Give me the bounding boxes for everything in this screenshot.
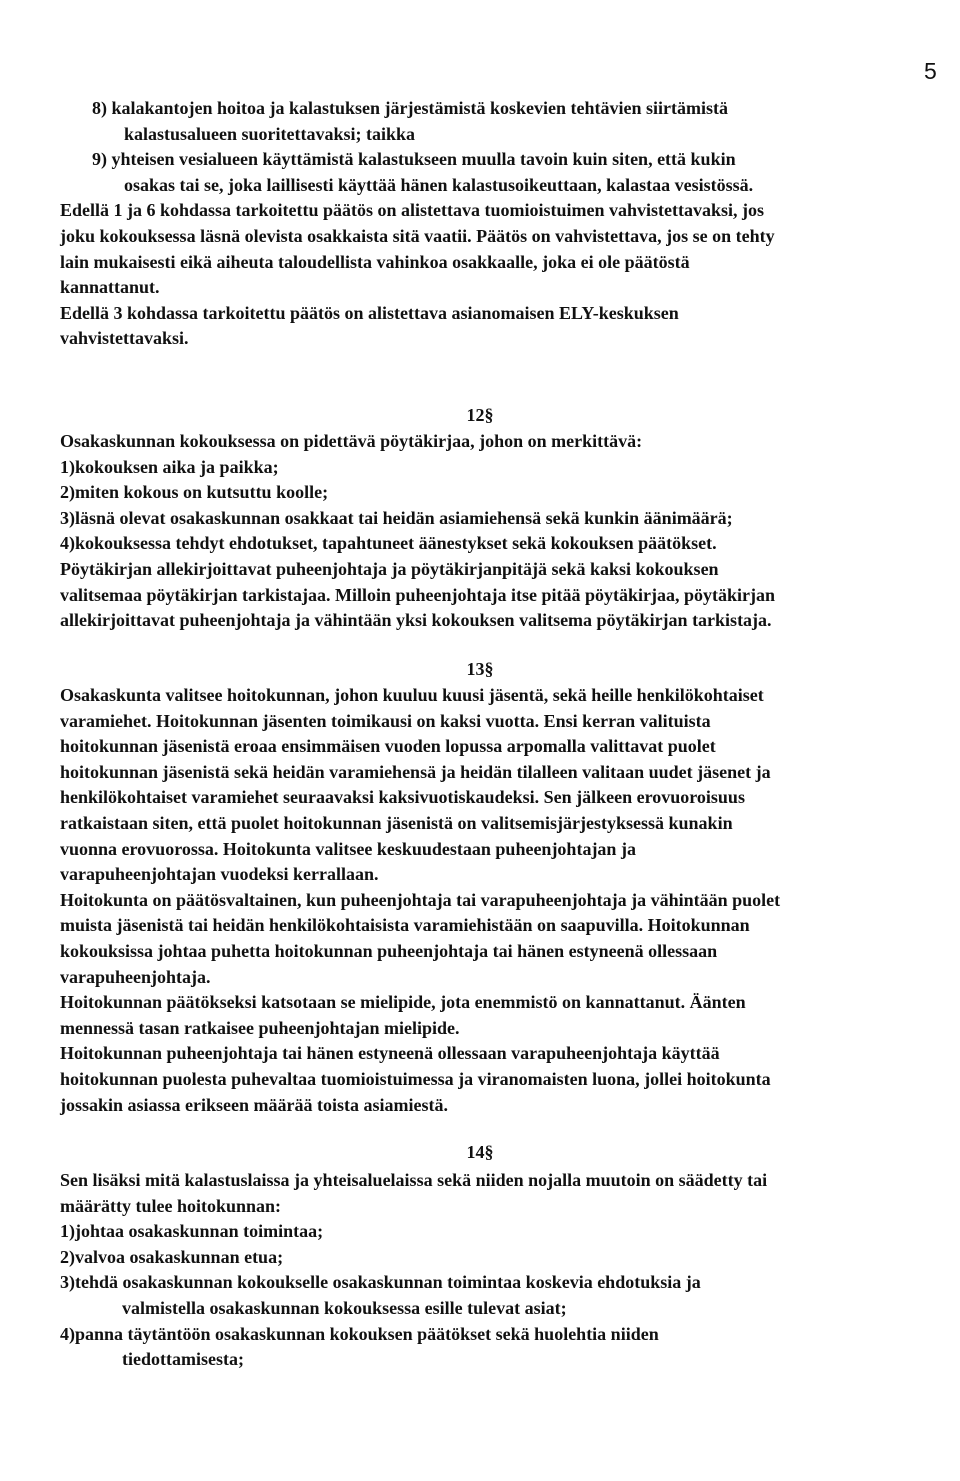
list-item-text: tiedottamisesta; [122, 1349, 244, 1370]
list-item [60, 1322, 936, 1373]
paragraph-line: Hoitokunta on päätösvaltainen, kun puheenjohtaja tai varapuheenjohtaja ja vähintään puolet [60, 889, 781, 910]
paragraph-line: hoitokunnan puolesta puhevaltaa tuomioistuimessa ja viranomaisten luona, jollei hoitokunta [60, 1068, 771, 1089]
list-item-text: kalakantojen hoitoa ja kalastuksen järjestämistä koskevien tehtävien siirtämistä [111, 98, 729, 118]
section-11-continuation [60, 96, 936, 352]
paragraph-line: Hoitokunnan puheenjohtaja tai hänen estyneenä ollessaan varapuheenjohtaja käyttää [60, 1043, 720, 1064]
paragraph-line: vuonna erovuorossa. Hoitokunta valitsee keskuudestaan puheenjohtajan ja [60, 838, 636, 859]
list-item-text: valmistella osakaskunnan kokouksessa esille tulevat asiat; [122, 1297, 567, 1318]
paragraph [60, 557, 936, 634]
list-item-text: läsnä olevat osakaskunnan osakkaat tai heidän asiamiehensä sekä kunkin äänimäärä; [75, 507, 733, 528]
paragraph [60, 1041, 936, 1118]
paragraph-line: mennessä tasan ratkaisee puheenjohtajan mielipide. [60, 1017, 460, 1038]
list-item-8 [60, 96, 936, 147]
paragraph-line: varapuheenjohtajan vuodeksi kerrallaan. [60, 864, 379, 885]
list-item-number: 4) [60, 1323, 75, 1344]
list-item-number: 2) [60, 1246, 75, 1267]
paragraph-line: jossakin asiassa erikseen määrää toista asiamiestä. [60, 1094, 448, 1115]
paragraph [60, 301, 936, 352]
paragraph-line: henkilökohtaiset varamiehet seuraavaksi kaksivuotiskaudeksi. Sen jälkeen erovuoroisuus [60, 787, 745, 808]
list-item-9 [60, 147, 936, 198]
paragraph-line: vahvistettavaksi. [60, 328, 189, 349]
page-number: 5 [924, 58, 937, 84]
paragraph-line: muista jäsenistä tai heidän henkilökohtaisista varamiehistään on saapuvilla. Hoitokunnan [60, 915, 750, 936]
list-item [60, 1270, 936, 1321]
paragraph-line: Hoitokunnan päätökseksi katsotaan se mielipide, jota enemmistö on kannattanut. Äänten [60, 992, 746, 1013]
list-item-number: 1) [60, 1221, 75, 1242]
paragraph-line: kannattanut. [60, 277, 160, 298]
paragraph-line: Osakaskunta valitsee hoitokunnan, johon kuuluu kuusi jäsentä, sekä heille henkilökohtaiset [60, 685, 764, 705]
section-intro [60, 1168, 936, 1219]
list-item [60, 1245, 936, 1271]
section-intro: Osakaskunnan kokouksessa on pidettävä pöytäkirjaa, johon on merkittävä: [60, 431, 643, 451]
list-item-text: panna täytäntöön osakaskunnan kokouksen päätökset sekä huolehtia niiden [75, 1323, 659, 1344]
section-heading-14: 14§ [466, 1142, 494, 1162]
paragraph-line: valitsemaa pöytäkirjan tarkistajaa. Milloin puheenjohtaja itse pitää pöytäkirjaa, pöytäkirjan [60, 584, 776, 605]
list-item-text: miten kokous on kutsuttu koolle; [75, 482, 329, 503]
list-item-text: osakas tai se, joka laillisesti käyttää hänen kalastusoikeuttaan, kalastaa vesistössä. [124, 174, 754, 195]
list-item-text: valvoa osakaskunnan etua; [75, 1246, 284, 1267]
list-item-text: kokouksen aika ja paikka; [75, 456, 279, 477]
section-14 [60, 1168, 936, 1373]
list-item-text: kokouksessa tehdyt ehdotukset, tapahtuneet äänestykset sekä kokouksen päätökset. [75, 533, 717, 554]
paragraph-line: määrätty tulee hoitokunnan: [60, 1195, 282, 1216]
paragraph-line: varamiehet. Hoitokunnan jäsenten toimikausi on kaksi vuotta. Ensi kerran valituista [60, 710, 711, 731]
paragraph [60, 888, 936, 990]
paragraph-line: ratkaistaan siten, että puolet hoitokunnan jäsenistä on valitsemisjärjestyksessä kunakin [60, 812, 733, 833]
list-item [60, 455, 936, 481]
section-heading-13: 13§ [466, 659, 494, 679]
list-item-number: 4) [60, 533, 75, 554]
list-item-number: 8) [92, 98, 107, 118]
paragraph-line: varapuheenjohtaja. [60, 966, 211, 987]
paragraph [60, 990, 936, 1041]
list-item-text: johtaa osakaskunnan toimintaa; [75, 1221, 324, 1242]
paragraph [60, 683, 936, 888]
list-item-number: 1) [60, 456, 75, 477]
list-item [60, 480, 936, 506]
paragraph-line: Pöytäkirjan allekirjoittavat puheenjohtaja ja pöytäkirjanpitäjä sekä kaksi kokouksen [60, 558, 719, 579]
section-12 [60, 429, 936, 634]
paragraph-line: Edellä 1 ja 6 kohdassa tarkoitettu päätös on alistettava tuomioistuimen vahvistettavaksi, jos [60, 200, 765, 221]
paragraph-line: hoitokunnan jäsenistä sekä heidän varamiehensä ja heidän tilalleen valitaan uudet jäsenet ja [60, 761, 771, 782]
paragraph-line: Edellä 3 kohdassa tarkoitettu päätös on alistettava asianomaisen ELY-keskuksen [60, 302, 679, 323]
list-item [60, 531, 936, 557]
list-item [60, 1219, 936, 1245]
paragraph-line: Sen lisäksi mitä kalastuslaissa ja yhteisaluelaissa sekä niiden nojalla muutoin on säädetty tai [60, 1170, 768, 1190]
list-item-number: 2) [60, 482, 75, 503]
list-item-text: kalastusalueen suoritettavaksi; taikka [124, 123, 416, 144]
paragraph-line: kokouksissa johtaa puhetta hoitokunnan puheenjohtaja tai hänen estyneenä ollessaan [60, 940, 718, 961]
list-item [60, 506, 936, 532]
paragraph-line: joku kokouksessa läsnä olevista osakkaista sitä vaatii. Päätös on vahvistettava, jos se on tehty [60, 225, 775, 246]
section-13 [60, 683, 936, 1118]
list-item-text: yhteisen vesialueen käyttämistä kalastukseen muulla tavoin kuin siten, että kukin [111, 149, 736, 170]
paragraph [60, 198, 936, 300]
section-heading-12: 12§ [466, 405, 494, 425]
paragraph-line: hoitokunnan jäsenistä eroaa ensimmäisen vuoden lopussa arpomalla valittavat puolet [60, 736, 716, 757]
list-item-number: 9) [92, 149, 107, 170]
list-item-number: 3) [60, 1272, 75, 1293]
paragraph-line: allekirjoittavat puheenjohtaja ja vähintään yksi kokouksen valitsema pöytäkirjan tarkistaja. [60, 610, 772, 631]
list-item-number: 3) [60, 507, 75, 528]
list-item-text: tehdä osakaskunnan kokoukselle osakaskunnan toimintaa koskevia ehdotuksia ja [75, 1272, 701, 1293]
paragraph-line: lain mukaisesti eikä aiheuta taloudellista vahinkoa osakkaalle, joka ei ole päätöstä [60, 251, 690, 272]
